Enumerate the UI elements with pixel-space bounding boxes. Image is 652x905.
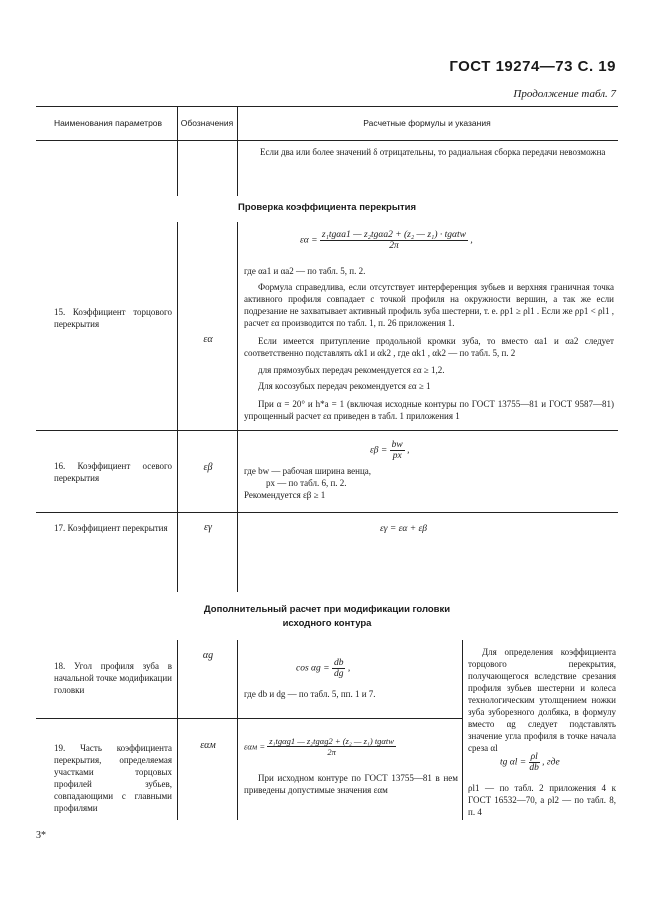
side-note-formula — [500, 752, 616, 773]
col-divider — [177, 222, 178, 592]
side-note-formula-numerator: ρl — [530, 752, 538, 762]
col-divider — [237, 106, 238, 196]
row15-paragraph-2: Если имеется притупление продольной кромки зуба, то вместо αa1 и αa2 следует соответственно подставлять αk1 и αk2 , где αk1 , αk2 — по табл. 5, п. 2 — [244, 336, 614, 358]
table-head-rule — [36, 140, 618, 141]
col-divider — [177, 640, 178, 820]
side-note-text-2: ρl1 — по табл. 2 приложения 4 к ГОСТ 16532—70, а ρl2 — по табл. 8, п. 4 — [468, 783, 616, 817]
row-rule — [36, 718, 462, 719]
column-header-symbols: Обозначения — [180, 118, 234, 128]
side-note-formula-tail: , где — [542, 757, 560, 768]
row16-formula-tail: , — [407, 445, 410, 456]
row15-paragraph-1: Формула справедлива, если отсутствует интерференция зубьев и верхняя граничная точка активного профиля совпадает с точкой профиля на окружности вершин, а так же если подрезание не захватывает активный профиль зуба шестерни, т. е. ρp1 ≥ ρl1 . Если же ρp1 < ρl1 , расчет εα производится по табл. 1, п. 26 приложения 1. — [244, 282, 614, 328]
row15-paragraph-3: для прямозубых передач рекомендуется εα ≥ 1,2. — [258, 365, 445, 375]
row16-line-3: Рекомендуется εβ ≥ 1 — [244, 490, 326, 500]
row19-note: При исходном контуре по ГОСТ 13755—81 в нем приведены допустимые значения εαм — [244, 773, 458, 795]
row16-symbol: εβ — [203, 462, 213, 473]
row18-formula-numerator: db — [333, 658, 344, 668]
row18-formula — [296, 658, 456, 679]
row18-formula-tail: , — [347, 663, 351, 674]
row16-name: 16. Коэффициент осевого перекрытия — [54, 461, 172, 483]
page-header: ГОСТ 19274—73 С. 19 — [449, 58, 616, 75]
row19-formula-fraction — [267, 736, 396, 757]
row19-name: 19. Часть коэффициента перекрытия, определяемая участками торцовых профилей зубьев, совпадающими с главными профилями — [54, 743, 172, 813]
row15-where: где αa1 и αa2 — по табл. 5, п. 2. — [244, 266, 366, 276]
row15-paragraph-5: При α = 20° и h*a = 1 (включая исходные контуры по ГОСТ 13755—81 и ГОСТ 9587—81) упрощенный расчет εα приведен в табл. 1 приложения 1 — [244, 399, 614, 421]
row15-formula-fraction — [320, 230, 468, 251]
row19-formula-numerator: z₁tgαg1 — z₂tgαg2 + (z₂ — z₁) tgαtw — [269, 736, 394, 746]
col-divider — [177, 106, 178, 196]
row18-name: 18. Угол профиля зуба в начальной точке модификации головки — [54, 661, 172, 695]
row18-formula-lhs: cos αg = — [296, 663, 330, 674]
row16-formula-fraction — [390, 440, 405, 461]
row16-line-2: px — по табл. 6, п. 2. — [266, 478, 347, 488]
row15-formula — [300, 230, 600, 251]
row15-paragraph-4: Для косозубых передач рекомендуется εα ≥ 1 — [258, 381, 431, 391]
col-divider — [237, 222, 238, 592]
column-header-formulas: Расчетные формулы и указания — [363, 118, 491, 128]
row-rule — [36, 512, 618, 513]
side-note-formula-denominator: db — [529, 763, 539, 773]
row15-formula-denominator: 2π — [389, 241, 399, 251]
row16-formula-lhs: εβ = — [370, 445, 388, 456]
row15-formula-numerator: z₁tgαa1 — z₂tgαa2 + (z₂ — z₁) · tgαtw — [321, 230, 467, 240]
top-row-text: Если два или более значений δ отрицательны, то радиальная сборка передачи невозможна — [260, 147, 606, 157]
section-title-line-1: Дополнительный расчет при модификации головки — [203, 604, 451, 615]
row15-formula-tail: , — [470, 235, 473, 246]
row15-formula-lhs: εα = — [300, 235, 318, 246]
row19-formula-lhs: εαм = — [244, 741, 266, 752]
row18-formula-fraction — [332, 658, 346, 679]
row17-formula: εγ = εα + εβ — [380, 524, 428, 534]
row19-formula-denominator: 2π — [327, 747, 336, 757]
side-note-formula-lhs: tg αl = — [500, 757, 527, 768]
row15-name: 15. Коэффициент торцового перекрытия — [54, 307, 172, 329]
row16-formula-numerator: bw — [391, 440, 403, 450]
row-rule — [36, 430, 618, 431]
row15-symbol: εα — [203, 334, 213, 345]
row19-formula — [244, 736, 460, 757]
page-signature-mark: 3* — [36, 830, 46, 841]
side-note-formula-fraction — [529, 752, 540, 773]
table-top-rule — [36, 106, 618, 107]
row18-formula-denominator: dg — [333, 669, 344, 679]
row16-line-1: где bw — рабочая ширина венца, — [244, 466, 372, 476]
section-title: Проверка коэффициента перекрытия — [237, 202, 417, 213]
col-divider — [462, 640, 463, 820]
row17-name: 17. Коэффициент перекрытия — [54, 523, 168, 533]
row17-symbol: εγ — [204, 522, 212, 533]
row16-formula — [370, 440, 570, 461]
row19-symbol: εαм — [200, 740, 216, 751]
column-header-parameters: Наименования параметров — [53, 118, 163, 128]
side-note-text-1: Для определения коэффициента торцового перекрытия, получающегося вследствие срезания профиля зубьев шестерни и колеса технологическим утолщением ножки зуба зуборезного долбяка, в формулу вместо αg следует подставлять значение угла профиля в точке начала среза αl — [468, 647, 616, 753]
row18-symbol: αg — [202, 650, 214, 661]
section-title-line-2: исходного контура — [282, 618, 372, 629]
table-continuation-label: Продолжение табл. 7 — [513, 88, 616, 100]
col-divider — [237, 640, 238, 820]
row18-where: где db и dg — по табл. 5, пп. 1 и 7. — [244, 689, 376, 699]
row16-formula-denominator: px — [392, 451, 402, 461]
